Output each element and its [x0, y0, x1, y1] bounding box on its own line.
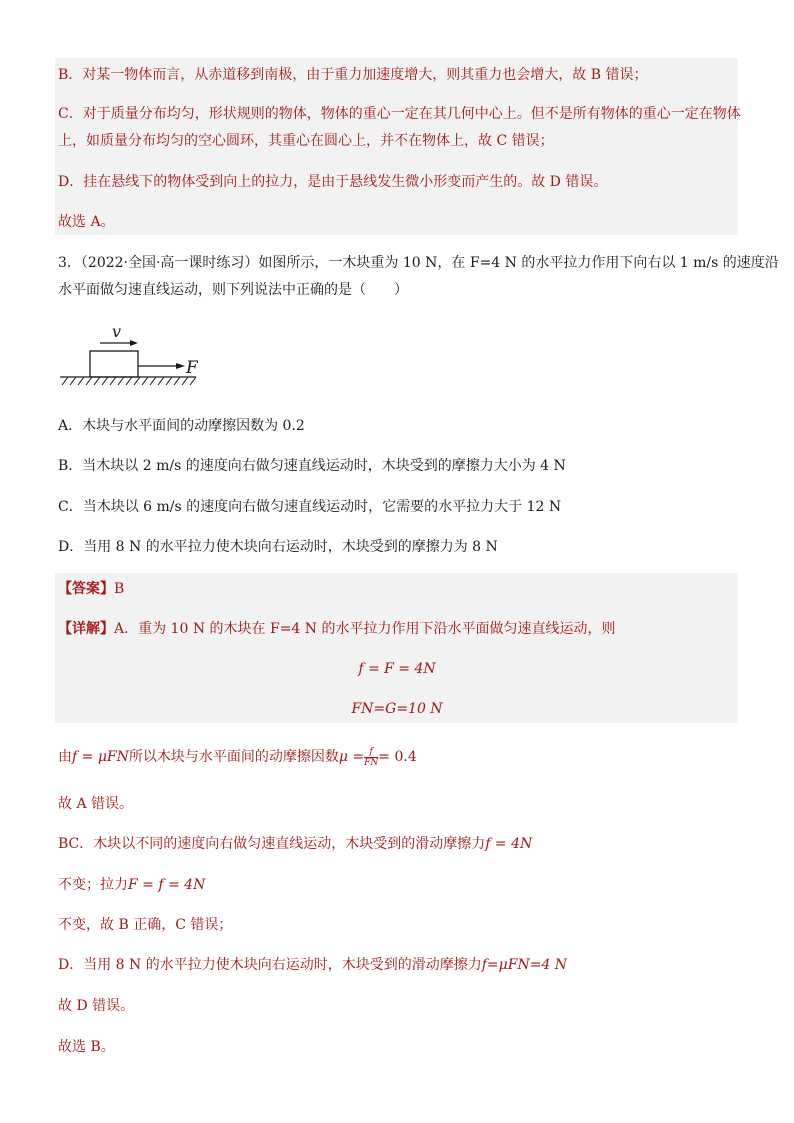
bc3-line: 不变，故 B 正确，C 错误； [58, 917, 233, 933]
equation-normal-force: FN=G=10 N [351, 701, 443, 717]
answer-label: 【答案】 [58, 581, 114, 597]
velocity-label: v [112, 322, 122, 341]
mu-prefix: 由 [58, 749, 72, 765]
mu-formula: f = μFN [72, 749, 129, 765]
option-b: B．当木块以 2 m/s 的速度向右做匀速直线运动时，木块受到的摩擦力大小为 4 N [58, 458, 566, 474]
mu-denominator: FN [364, 757, 379, 768]
a-wrong: 故 A 错误。 [58, 796, 134, 812]
block-force-figure [58, 320, 218, 392]
force-arrow [138, 363, 185, 369]
mu-fraction [364, 747, 378, 768]
option-d: D．当用 8 N 的水平拉力使木块向右运动时，木块受到的摩擦力为 8 N [58, 539, 498, 555]
bc2-prefix: 不变；拉力 [58, 877, 128, 893]
bc-equation: f = 4N [485, 836, 533, 852]
wooden-block [90, 351, 138, 377]
option-a: A．木块与水平面间的动摩擦因数为 0.2 [58, 418, 305, 434]
mu-numerator: f [364, 747, 378, 758]
mu-text: 所以木块与水平面间的动摩擦因数 [128, 749, 339, 765]
d-line [58, 955, 567, 975]
mu-line [58, 744, 417, 770]
question-line2: 水平面做匀速直线运动，则下列说法中正确的是（ ） [58, 282, 408, 298]
force-label: F [186, 358, 198, 378]
detail-label: 【详解】 [58, 621, 114, 637]
detail-a: A．重为 10 N 的木块在 F=4 N 的水平拉力作用下沿水平面做匀速直线运动，则 [114, 621, 616, 637]
ground-surface [60, 377, 196, 385]
bc2-line [58, 875, 205, 895]
bc-text: BC．木块以不同的速度向右做匀速直线运动，木块受到的滑动摩擦力 [58, 836, 486, 852]
mu-rhs: = 0.4 [378, 749, 417, 765]
bc2-equation: F = f = 4N [128, 877, 206, 893]
option-c: C．当木块以 6 m/s 的速度向右做匀速直线运动时，它需要的水平拉力大于 12 N [58, 499, 562, 515]
explanation-c-line1: C．对于质量分布均匀，形状规则的物体，物体的重心一定在其几何中心上。但不是所有物体的重心一定在物体 [58, 106, 741, 122]
bc-line [58, 834, 532, 854]
d-text: D．当用 8 N 的水平拉力使木块向右运动时，木块受到的滑动摩擦力 [58, 957, 482, 973]
question-line1: 3．（2022·全国·高一课时练习）如图所示，一木块重为 10 N，在 F=4 N 的水平拉力作用下向右以 1 m/s 的速度沿 [58, 255, 779, 271]
explanation-d: D．挂在悬线下的物体受到向上的拉力，是由于悬线发生微小形变而产生的。故 D 错误。 [58, 174, 608, 190]
equation-friction: f = F = 4N [358, 661, 436, 677]
explanation-c-line2: 上，如质量分布均匀的空心圆环，其重心在圆心上，并不在物体上，故 C 错误； [58, 133, 554, 149]
detail-a-line [58, 619, 615, 639]
answer-value: B [114, 581, 125, 597]
d-equation: f=μFN=4 N [481, 957, 568, 973]
d-wrong: 故 D 错误。 [58, 998, 135, 1014]
answer-conclusion: 故选 B。 [58, 1039, 115, 1055]
answer-line [58, 579, 124, 599]
explanation-b: B．对某一物体而言，从赤道移到南极，由于重力加速度增大，则其重力也会增大，故 B 错误； [58, 67, 648, 83]
mu-lhs: μ = [338, 749, 365, 765]
explanation-conclusion: 故选 A。 [58, 214, 115, 230]
